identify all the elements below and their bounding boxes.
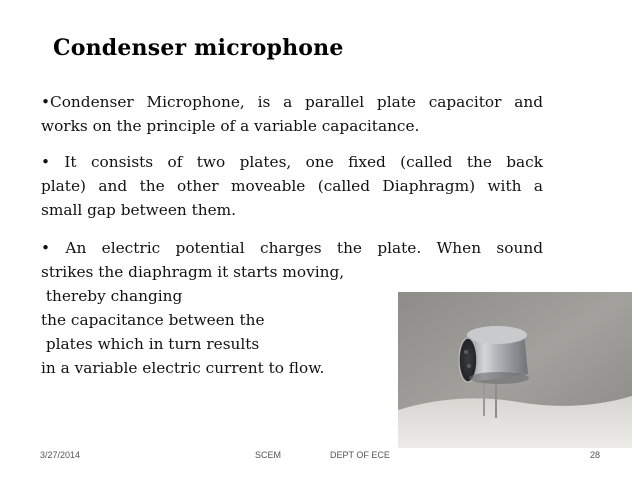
paragraph-line: plate) and the other moveable (called Diaphragm) with a: [41, 177, 543, 195]
footer-date: 3/27/2014: [40, 450, 81, 460]
footer-org: SCEM: [255, 450, 282, 460]
paragraph-line: thereby changing: [41, 287, 183, 305]
footer-dept: DEPT OF ECE: [330, 450, 390, 460]
paragraph-line: • An electric potential charges the plate. When sound: [41, 239, 543, 257]
paragraph-line: small gap between them.: [41, 201, 237, 219]
microphone-capsule-illustration: [398, 292, 632, 448]
paragraph-line: plates which in turn results: [41, 335, 260, 353]
paragraph-line: strikes the diaphragm it starts moving,: [41, 263, 345, 281]
paragraph-line: works on the principle of a variable capacitance.: [41, 117, 420, 135]
slide-title: Condenser microphone: [53, 35, 344, 61]
paragraph-line: in a variable electric current to flow.: [41, 359, 325, 377]
paragraph-line: •Condenser Microphone, is a parallel plate capacitor and: [41, 93, 543, 111]
paragraph-line: the capacitance between the: [41, 311, 265, 329]
paragraph-construction: [41, 150, 543, 222]
microphone-photo: [398, 292, 632, 448]
footer-page-number: 28: [590, 450, 601, 460]
paragraph-line: • It consists of two plates, one fixed (called the back: [41, 153, 543, 171]
paragraph-definition: [41, 90, 543, 138]
